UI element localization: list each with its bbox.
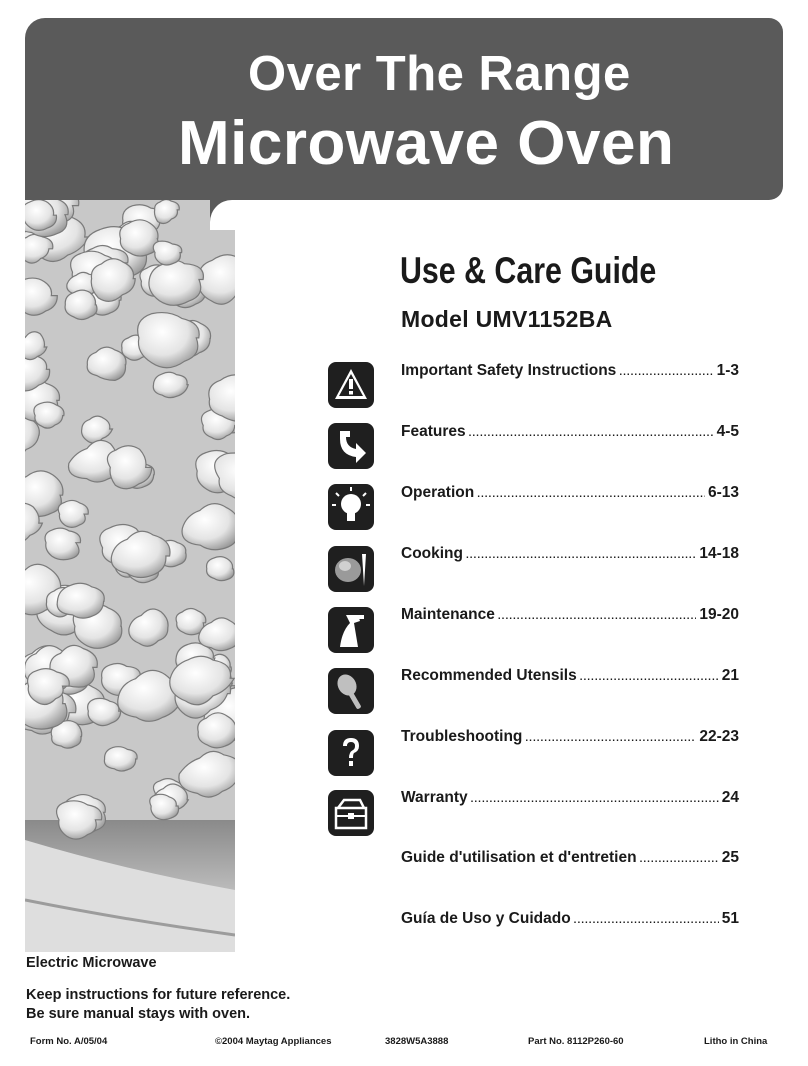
toc-item-warranty[interactable]: Warranty ..... 24 <box>401 789 739 813</box>
warning-icon <box>328 362 374 408</box>
product-type: Electric Microwave <box>26 955 157 971</box>
popcorn-kernel <box>120 220 158 256</box>
popcorn-kernel <box>207 557 234 581</box>
toc-item-operation[interactable]: Operation ..... 6-13 <box>401 484 739 508</box>
arrow-icon <box>328 423 374 469</box>
popcorn-kernel <box>153 241 181 265</box>
toc-item-safety[interactable]: Important Safety Instructions ..... 1-3 <box>401 362 739 386</box>
litho-note: Litho in China <box>704 1036 768 1047</box>
toc-item-french-guide[interactable]: Guide d'utilisation et d'entretien ..... 25 <box>401 849 739 873</box>
toc-item-features[interactable]: Features ..... 4-5 <box>401 423 739 447</box>
toc-item-maintenance[interactable]: Maintenance ..... 19-20 <box>401 606 739 630</box>
popcorn-kernel <box>45 528 80 560</box>
document-code: 3828W5A3888 <box>385 1036 449 1047</box>
lightbulb-icon <box>328 484 374 530</box>
toc-item-cooking[interactable]: Cooking ..... 14-18 <box>401 545 739 569</box>
keep-instructions-note: Keep instructions for future reference. <box>26 987 291 1003</box>
title-line-1: Over The Range <box>248 47 631 101</box>
question-icon <box>328 730 374 776</box>
popcorn-kernel <box>149 260 204 305</box>
popcorn-kernel <box>104 747 137 771</box>
toc-item-spanish-guide[interactable]: Guía de Uso y Cuidado ..... 51 <box>401 910 739 934</box>
toc-item-troubleshooting[interactable]: Troubleshooting ..... 22-23 <box>401 728 739 752</box>
part-number: Part No. 8112P260-60 <box>528 1036 624 1047</box>
header-corner <box>210 200 240 230</box>
popcorn-kernel <box>153 372 188 397</box>
popcorn-kernel <box>57 583 104 618</box>
popcorn-kernel <box>138 313 200 368</box>
spray-bottle-icon <box>328 607 374 653</box>
title-line-2: Microwave Oven <box>178 109 675 178</box>
form-number: Form No. A/05/04 <box>30 1036 108 1047</box>
spoon-icon <box>328 668 374 714</box>
copyright: ©2004 Maytag Appliances <box>215 1036 332 1047</box>
popcorn-photo <box>25 200 235 952</box>
popcorn-kernel <box>65 290 97 319</box>
guide-title: Use & Care Guide <box>400 250 657 291</box>
model-number: Model UMV1152BA <box>401 306 613 332</box>
toc-item-utensils[interactable]: Recommended Utensils ..... 21 <box>401 667 739 691</box>
toolbox-icon <box>328 790 374 836</box>
cooking-icon <box>328 546 374 592</box>
manual-stays-note: Be sure manual stays with oven. <box>26 1006 251 1022</box>
